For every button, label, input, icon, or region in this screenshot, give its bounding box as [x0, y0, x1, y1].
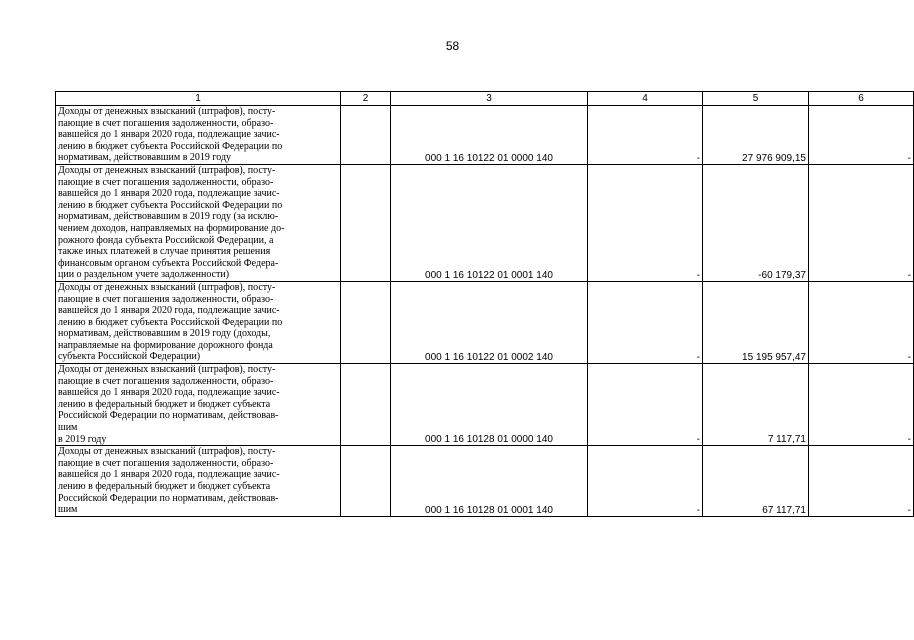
column-4-value: - — [588, 281, 703, 363]
column-6-value: - — [809, 446, 914, 517]
column-number-row — [56, 92, 914, 106]
column-5-amount: 7 117,71 — [703, 364, 809, 446]
page-number: 58 — [445, 39, 460, 53]
column-6-value: - — [809, 281, 914, 363]
income-description: Доходы от денежных взысканий (штрафов), посту- пающие в счет погашения задолженности, образо- вавшейся до 1 января 2020 года, подлежащие зачис- лению в бюджет субъекта Российской Федерации по нормативам, действовавшим в 2019 году (доходы, направляемые на формирование дорожного фонда субъекта Российской Федерации) — [56, 281, 341, 363]
empty-cell — [341, 446, 391, 517]
income-description: Доходы от денежных взысканий (штрафов), посту- пающие в счет погашения задолженности, образо- вавшейся до 1 января 2020 года, подлежащие зачис- лению в федеральный бюджет и бюджет субъекта Российской Федерации по нормативам, действовав- шим в 2019 году — [56, 364, 341, 446]
budget-classification-code: 000 1 16 10128 01 0000 140 — [391, 364, 588, 446]
column-5-amount: 67 117,71 — [703, 446, 809, 517]
column-6-value: - — [809, 164, 914, 281]
column-6-value: - — [809, 364, 914, 446]
table-row — [56, 281, 914, 363]
column-header-1: 1 — [56, 92, 341, 106]
column-header-3: 3 — [391, 92, 588, 106]
empty-cell — [341, 281, 391, 363]
column-header-6: 6 — [809, 92, 914, 106]
empty-cell — [341, 106, 391, 165]
table-row — [56, 364, 914, 446]
budget-classification-code: 000 1 16 10128 01 0001 140 — [391, 446, 588, 517]
column-4-value: - — [588, 446, 703, 517]
empty-cell — [341, 164, 391, 281]
column-4-value: - — [588, 106, 703, 165]
column-5-amount: -60 179,37 — [703, 164, 809, 281]
empty-cell — [341, 364, 391, 446]
table-row — [56, 106, 914, 165]
column-5-amount: 15 195 957,47 — [703, 281, 809, 363]
budget-classification-code: 000 1 16 10122 01 0000 140 — [391, 106, 588, 165]
column-4-value: - — [588, 164, 703, 281]
income-description: Доходы от денежных взысканий (штрафов), посту- пающие в счет погашения задолженности, образо- вавшейся до 1 января 2020 года, подлежащие зачис- лению в бюджет субъекта Российской Федерации по нормативам, действовавшим в 2019 году (за исклю- чением доходов, направляемых на формирование до- рожного фонда субъекта Российской Федерации, а также иных платежей в случае принятия решения финансовым органом субъекта Российской Федера- ции о раздельном учете задолженности) — [56, 164, 341, 281]
column-6-value: - — [809, 106, 914, 165]
income-description: Доходы от денежных взысканий (штрафов), посту- пающие в счет погашения задолженности, образо- вавшейся до 1 января 2020 года, подлежащие зачис- лению в федеральный бюджет и бюджет субъекта Российской Федерации по нормативам, действовав- шим — [56, 446, 341, 517]
budget-classification-code: 000 1 16 10122 01 0002 140 — [391, 281, 588, 363]
income-description: Доходы от денежных взысканий (штрафов), посту- пающие в счет погашения задолженности, образо- вавшейся до 1 января 2020 года, подлежащие зачис- лению в бюджет субъекта Российской Федерации по нормативам, действовавшим в 2019 году — [56, 106, 341, 165]
table-row — [56, 164, 914, 281]
column-4-value: - — [588, 364, 703, 446]
budget-classification-code: 000 1 16 10122 01 0001 140 — [391, 164, 588, 281]
column-header-2: 2 — [341, 92, 391, 106]
budget-income-table — [55, 91, 914, 517]
column-header-5: 5 — [703, 92, 809, 106]
column-5-amount: 27 976 909,15 — [703, 106, 809, 165]
column-header-4: 4 — [588, 92, 703, 106]
table-row — [56, 446, 914, 517]
